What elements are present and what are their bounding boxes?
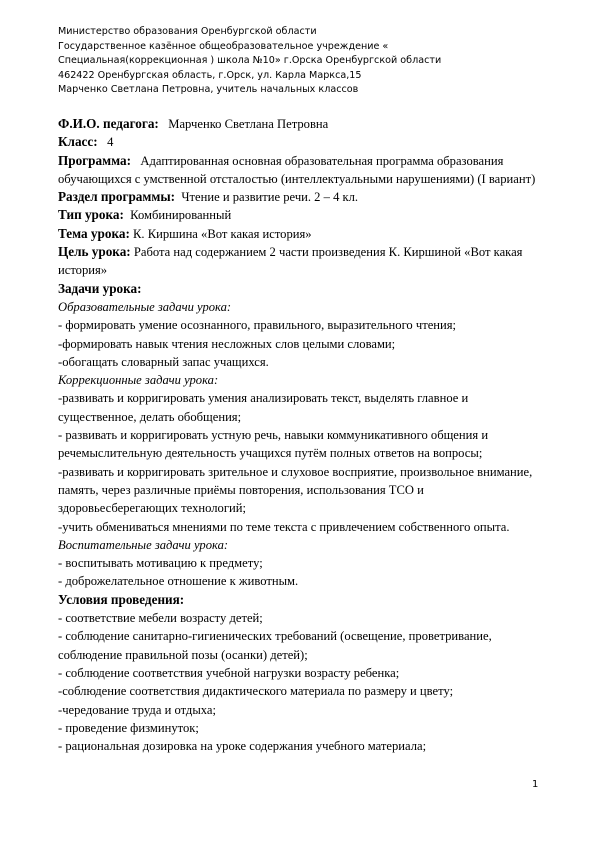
list-item: - рациональная дозировка на уроке содержания учебного материала; bbox=[58, 739, 427, 754]
conditions-heading: Условия проведения: bbox=[58, 591, 185, 607]
page-number: 1 bbox=[532, 779, 539, 790]
tasks-heading: Задачи урока: bbox=[58, 280, 142, 296]
correctional-tasks-title: Коррекционные задачи урока: bbox=[58, 373, 219, 388]
lesson-type-label: Тип урока: bbox=[58, 207, 124, 223]
list-item: - проведение физминуток; bbox=[58, 720, 199, 735]
class-label: Класс: bbox=[58, 134, 98, 150]
header-line-institution: Государственное казённое общеобразовательное учреждение « bbox=[58, 40, 389, 52]
program-label: Программа: bbox=[58, 152, 131, 168]
topic-label: Тема урока: bbox=[58, 225, 130, 241]
list-item: - соблюдение соответствия учебной нагрузки возрасту ребенка; bbox=[58, 665, 400, 680]
upbringing-tasks-title: Воспитательные задачи урока: bbox=[58, 537, 229, 552]
educational-tasks-title: Образовательные задачи урока: bbox=[58, 299, 232, 314]
list-item: - доброжелательное отношение к животным. bbox=[58, 574, 299, 589]
section-label: Раздел программы: bbox=[58, 189, 176, 205]
list-item: -чередование труда и отдыха; bbox=[58, 702, 217, 717]
goal-label: Цель урока: bbox=[58, 244, 131, 260]
list-item: - воспитывать мотивацию к предмету; bbox=[58, 556, 263, 571]
list-item: -учить обмениваться мнениями по теме текста с привлечением собственного опыта. bbox=[58, 519, 510, 534]
header-line-school: Специальная(коррекционная ) школа №10» г.Орска Оренбургской области bbox=[58, 55, 442, 67]
goal-row bbox=[58, 243, 546, 280]
topic-value: К. Киршина «Вот какая история» bbox=[133, 226, 312, 241]
header-line-address: 462422 Оренбургская область, г.Орск, ул. Карла Маркса,15 bbox=[58, 69, 362, 81]
document-header bbox=[58, 25, 558, 98]
class-value: 4 bbox=[107, 135, 114, 150]
program-value: Адаптированная основная образовательная программа образования обучающихся с умственной отсталостью (интеллектуальными нарушениями) (I вариант) bbox=[58, 153, 536, 186]
class-row bbox=[58, 133, 546, 151]
list-item: - соответствие мебели возрасту детей; bbox=[58, 611, 263, 626]
list-item: - развивать и корригировать устную речь, навыки коммуникативного общения и речемыслительную деятельность учащихся путём полных ответов на вопросы; bbox=[58, 428, 489, 461]
list-item: -соблюдение соответствия дидактического материала по размеру и цвету; bbox=[58, 684, 454, 699]
list-item: - соблюдение санитарно-гигиенических требований (освещение, проветривание, соблюдение правильной позы (осанки) детей); bbox=[58, 629, 492, 662]
list-item: -обогащать словарный запас учащихся. bbox=[58, 354, 269, 369]
lesson-type-row bbox=[58, 206, 546, 224]
document-body bbox=[58, 115, 546, 755]
teacher-row bbox=[58, 115, 546, 133]
header-line-author: Марченко Светлана Петровна, учитель начальных классов bbox=[58, 84, 359, 96]
section-value: Чтение и развитие речи. 2 – 4 кл. bbox=[181, 190, 359, 205]
lesson-type-value: Комбинированный bbox=[130, 208, 232, 223]
topic-row bbox=[58, 225, 546, 243]
teacher-label: Ф.И.О. педагога: bbox=[58, 116, 159, 131]
section-row bbox=[58, 188, 546, 206]
goal-value: Работа над содержанием 2 части произведения К. Киршиной «Вот какая история» bbox=[58, 245, 523, 278]
list-item: - формировать умение осознанного, правильного, выразительного чтения; bbox=[58, 318, 457, 333]
program-row bbox=[58, 152, 546, 189]
list-item: -развивать и корригировать зрительное и слуховое восприятие, произвольное внимание, память, через различные приёмы повторения, использования ТСО и здоровьесберегающих технологий; bbox=[58, 464, 533, 516]
header-line-ministry: Министерство образования Оренбургской области bbox=[58, 26, 317, 37]
list-item: -формировать навык чтения несложных слов целыми словами; bbox=[58, 336, 396, 351]
list-item: -развивать и корригировать умения анализировать текст, выделять главное и существенное, делать обобщения; bbox=[58, 391, 469, 424]
teacher-value: Марченко Светлана Петровна bbox=[168, 117, 329, 131]
